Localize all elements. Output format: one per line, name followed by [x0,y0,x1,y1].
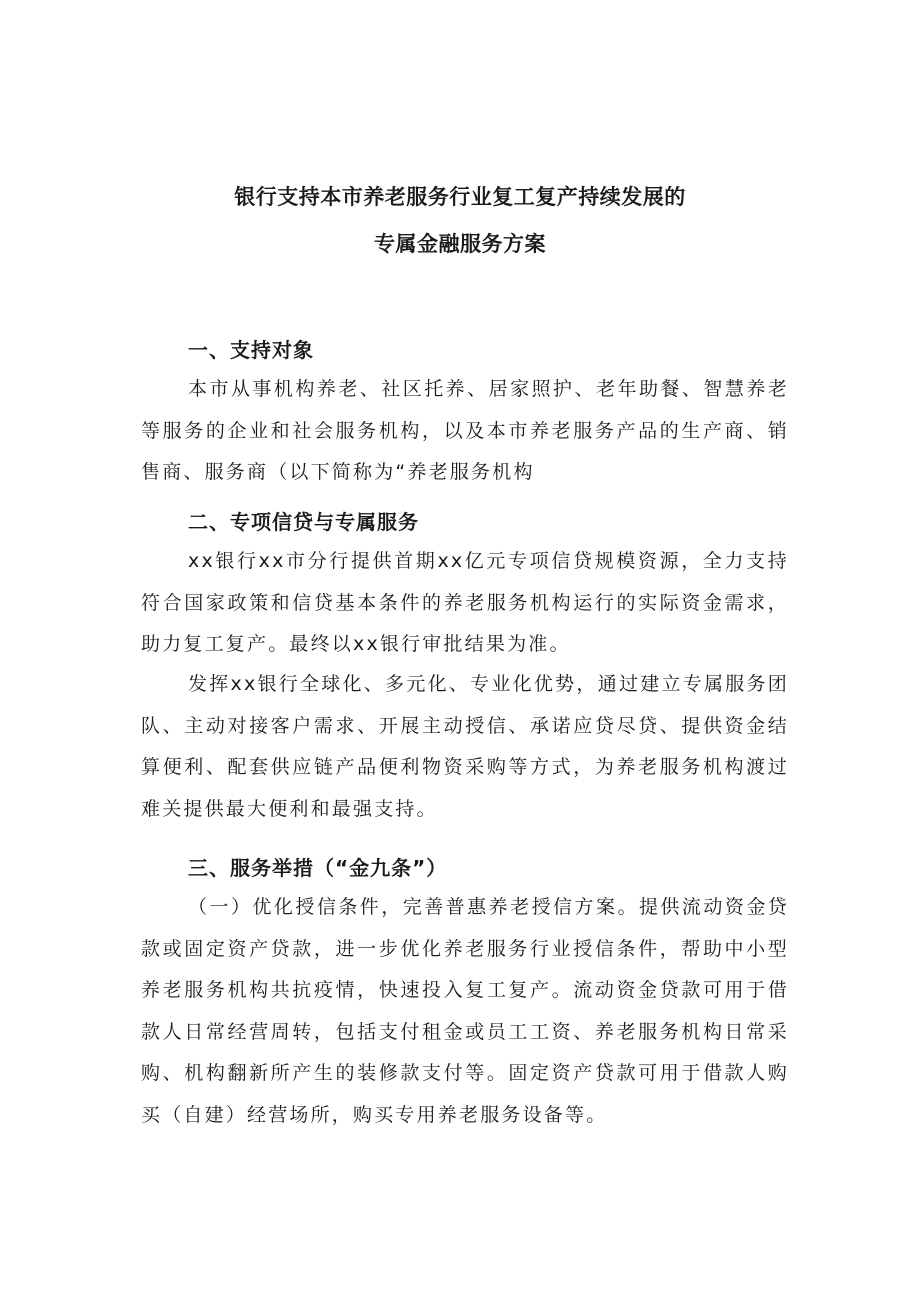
section-3-heading: 三、服务举措（“金九条”） [188,856,448,880]
section-1-paragraph: 本市从事机构养老、社区托养、居家照护、老年助餐、智慧养老等服务的企业和社会服务机构，以及本市养老服务产品的生产商、销售商、服务商（以下简称为“养老服务机构 [141,378,789,483]
section-3-paragraph-1: （一）优化授信条件，完善普惠养老授信方案。提供流动资金贷款或固定资产贷款，进一步优化养老服务行业授信条件，帮助中小型养老服务机构共抗疫情，快速投入复工复产。流动资金贷款可用于借款人日常经营周转，包括支付租金或员工工资、养老服务机构日常采购、机构翻新所产生的装修款支付等。固定资产贷款可用于借款人购买（自建）经营场所，购买专用养老服务设备等。 [141,896,789,1126]
document-title-line-1: 银行支持本市养老服务行业复工复产持续发展的 [234,185,686,209]
section-2-paragraph-2: 发挥xx银行全球化、多元化、专业化优势，通过建立专属服务团队、主动对接客户需求、开展主动授信、承诺应贷尽贷、提供资金结算便利、配套供应链产品便利物资采购等方式，为养老服务机构渡过难关提供最大便利和最强支持。 [141,673,789,820]
section-2-heading: 二、专项信贷与专属服务 [188,510,419,534]
section-2-paragraph-1: xx银行xx市分行提供首期xx亿元专项信贷规模资源，全力支持符合国家政策和信贷基本条件的养老服务机构运行的实际资金需求，助力复工复产。最终以xx银行审批结果为准。 [141,550,789,655]
document-title-line-2: 专属金融服务方案 [374,232,546,256]
section-1-heading: 一、支持对象 [188,338,314,362]
